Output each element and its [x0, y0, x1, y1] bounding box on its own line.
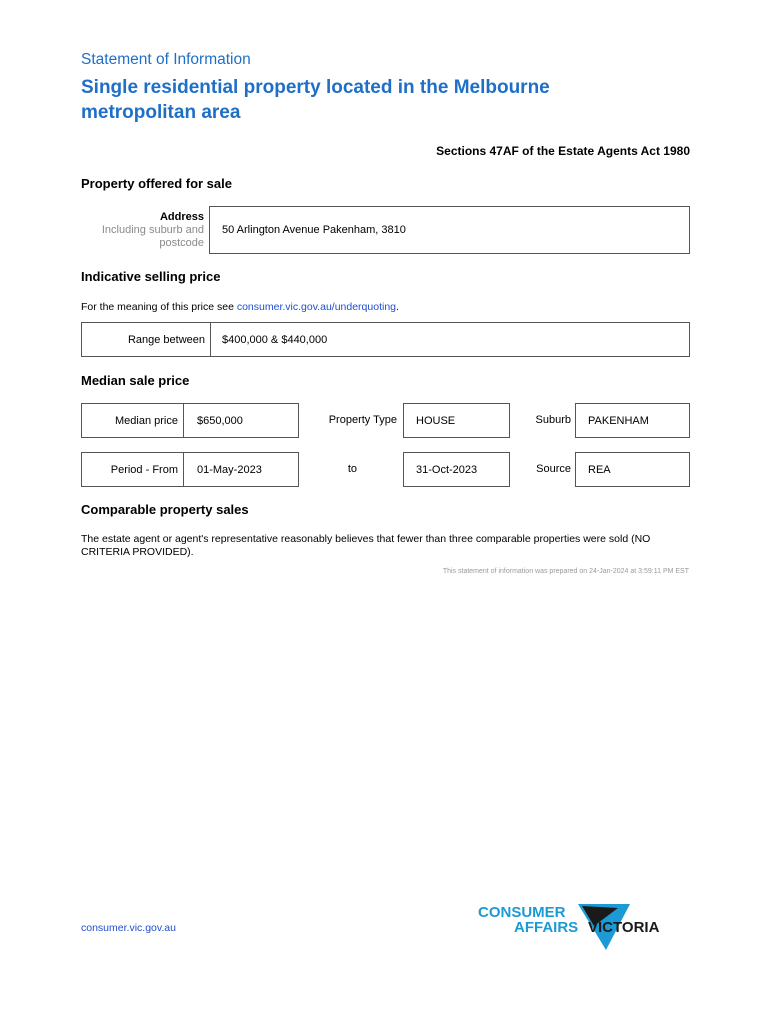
range-value: $400,000 & $440,000	[222, 334, 328, 346]
median-price-label: Median price	[115, 415, 178, 427]
footer-site-link[interactable]: consumer.vic.gov.au	[81, 922, 176, 934]
comparable-text: The estate agent or agent's representative reasonably believes that fewer than three comparable properties were sold (NO CRITERIA PROVIDED).	[81, 533, 651, 558]
median-price-box	[81, 403, 299, 438]
source-value: REA	[588, 464, 611, 476]
period-to-value-box	[403, 452, 510, 487]
suburb-box	[517, 403, 690, 438]
divider	[183, 404, 184, 437]
logo-line2: AFFAIRS	[514, 919, 579, 936]
suburb-value: PAKENHAM	[588, 415, 649, 427]
page-title: Single residential property located in the Melbourne metropolitan area	[81, 77, 550, 123]
median-heading: Median sale price	[81, 373, 190, 388]
period-from-box	[81, 452, 299, 487]
property-type-box	[300, 403, 510, 438]
logo-line1: CONSUMER	[478, 904, 566, 921]
source-value-box	[575, 452, 690, 487]
address-value: 50 Arlington Avenue Pakenham, 3810	[222, 224, 406, 236]
source-label: Source	[536, 463, 571, 475]
consumer-affairs-victoria-logo	[478, 898, 678, 958]
note-prefix: For the meaning of this price see	[81, 301, 237, 313]
divider	[210, 323, 211, 356]
suburb-label: Suburb	[535, 414, 571, 426]
document-type-label: Statement of Information	[81, 51, 251, 68]
act-reference: Sections 47AF of the Estate Agents Act 1980	[436, 144, 690, 158]
median-price-value: $650,000	[197, 415, 243, 427]
property-type-value-box	[403, 403, 510, 438]
property-heading: Property offered for sale	[81, 176, 232, 191]
source-box	[517, 452, 690, 487]
indicative-heading: Indicative selling price	[81, 269, 221, 284]
address-row	[81, 206, 690, 254]
range-label: Range between	[127, 334, 205, 346]
period-to-value: 31-Oct-2023	[416, 464, 478, 476]
property-type-label: Property Type	[328, 414, 397, 426]
period-from-value: 01-May-2023	[197, 464, 262, 476]
divider	[183, 453, 184, 486]
note-suffix: .	[396, 301, 399, 313]
underquoting-link[interactable]: consumer.vic.gov.au/underquoting	[236, 301, 396, 313]
period-to-label: to	[347, 463, 357, 475]
logo-line3: VICTORIA	[588, 919, 660, 936]
period-to-box	[300, 452, 510, 487]
range-row	[81, 322, 690, 357]
address-hint: Including suburb and postcode	[101, 224, 204, 249]
underquoting-note	[81, 301, 399, 313]
address-value-box	[209, 206, 690, 254]
address-label: Address	[159, 211, 204, 223]
comparable-heading: Comparable property sales	[81, 502, 249, 517]
prepared-timestamp: This statement of information was prepared on 24-Jan-2024 at 3:59:11 PM EST	[442, 568, 689, 575]
period-from-label: Period - From	[110, 464, 178, 476]
property-type-value: HOUSE	[416, 415, 456, 427]
suburb-value-box	[575, 403, 690, 438]
